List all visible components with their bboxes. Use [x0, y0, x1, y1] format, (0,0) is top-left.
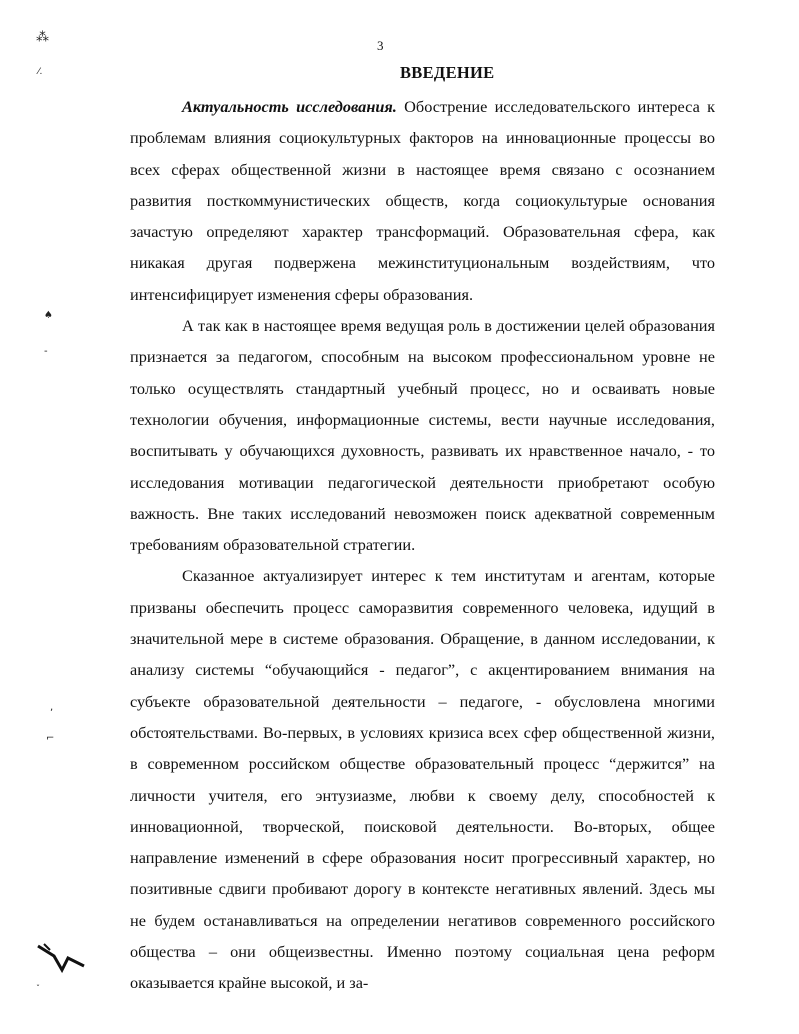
paragraph-teacher-role: А так как в настоящее время ведущая роль в достижении целей образования признается за педагогом, способным на высоком профессиональном уровне не только осуществлять стандартный учебный процесс, но и осваивать новые технологии обучения, информационные системы, вести научные исследования, воспитывать у обучающихся духовность, развивать их нравственное начало, - то исследования мотивации педагогической деятельности приобретают особую важность. Вне таких исследований невозможен поиск адекватной современным требованиям образовательной стратегии.	[130, 316, 715, 555]
scan-artifact-top: ⁂	[36, 30, 49, 45]
page-number: 3	[377, 38, 384, 53]
paragraph-lead: Актуальность исследования.	[182, 97, 397, 116]
scan-artifact-lower-dash: ⌐	[46, 733, 55, 744]
paragraph-relevance	[130, 91, 715, 310]
paragraph-institutions: Сказанное актуализирует интерес к тем институтам и агентам, которые призваны обеспечить процесс саморазвития современного человека, идущий в значительной мере в системе образования. Обращение, в данном исследовании, к анализу системы “обучающийся - педагог”, с акцентированием внимания на субъекте образовательной деятельности – педагоге, - обусловлена многими обстоятельствами. Во-первых, в условиях кризиса всех сфер общественной жизни, в современном российском обществе образовательный процесс “держится” на личности учителя, его энтузиазме, любви к своему делу, способностей к инновационной, творческой, поисковой деятельности. Во-вторых, общее направление изменений в сфере образования носит прогрессивный характер, но позитивные сдвиги пробивают дорогу в контексте негативных явлений. Здесь мы не будем останавливаться на определении негативов современного российского общества – они общеизвестны. Именно поэтому социальная цена реформ оказывается крайне высокой, и за-	[130, 566, 715, 993]
document-body	[130, 91, 715, 999]
scan-artifact-mid-dash: -	[44, 346, 48, 357]
scan-artifact-lower: ,	[50, 702, 54, 713]
page-title: ВВЕДЕНИЕ	[400, 63, 495, 82]
scan-artifact-top-small: ⁄.	[38, 67, 43, 77]
scan-artifact-bottom-dot: ˇ	[36, 984, 40, 993]
paragraph-text: Обострение исследовательского интереса к проблемам влияния социокультурных факторов на инновационные процессы во всех сферах общественной жизни в настоящее время связано с осознанием развития посткоммунистических обществ, когда социокультурые основания зачастую определяют характер трансформаций. Образовательная сфера, как никакая другая подвержена межинституциональным воздействиям, что интенсифицирует изменения сферы образования.	[130, 97, 716, 304]
scan-artifact-mid: ♠	[44, 310, 53, 321]
scan-artifact-bottom-mark	[34, 940, 90, 976]
